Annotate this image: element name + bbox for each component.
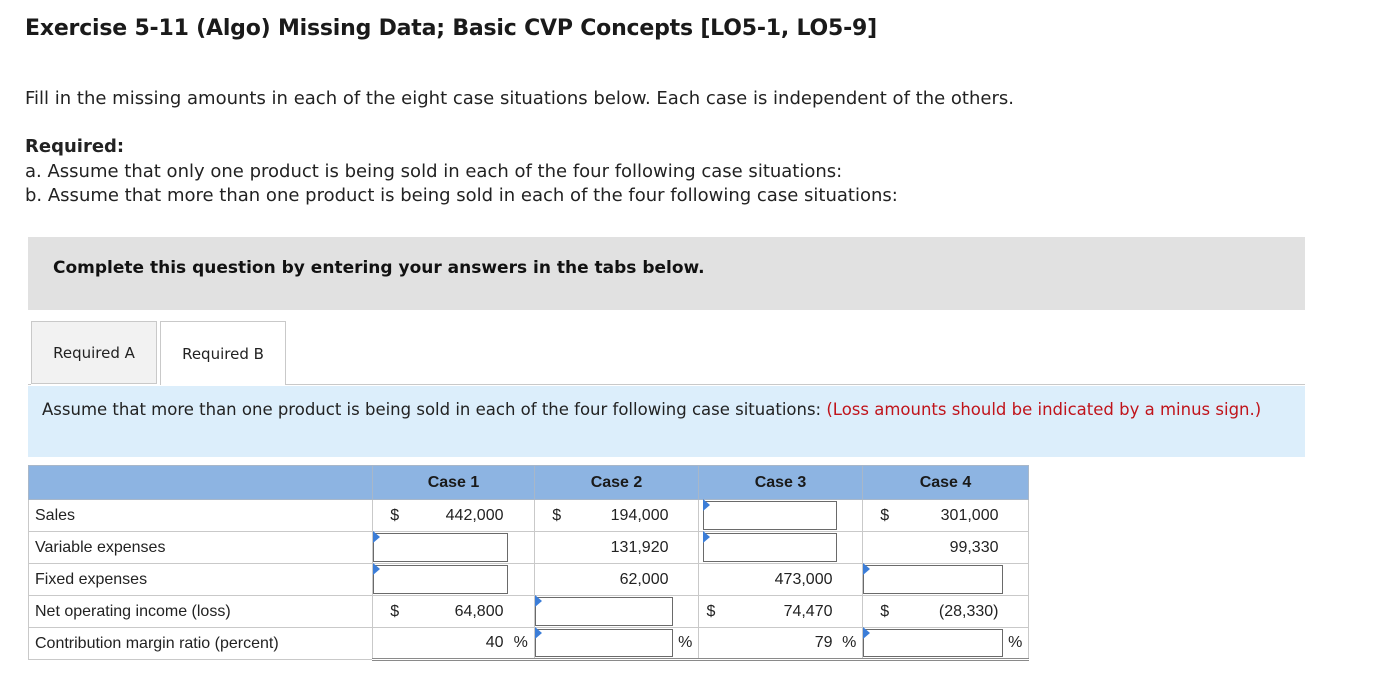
instruction-text: Assume that more than one product is being sold in each of the four following case situations: bbox=[42, 400, 822, 419]
cell-gap bbox=[673, 564, 699, 596]
tab-required-a[interactable]: Required A bbox=[31, 321, 157, 384]
case-4-variable-expenses: 99,330 bbox=[907, 532, 1003, 564]
case-3-net-operating-income: 74,470 bbox=[783, 603, 833, 620]
currency-symbol: $ bbox=[863, 596, 907, 628]
tab-required-b[interactable]: Required B bbox=[160, 321, 286, 385]
case-4-sales: 301,000 bbox=[907, 500, 1003, 532]
instructions-banner bbox=[28, 237, 1305, 310]
case-2-variable-expenses: 131,920 bbox=[579, 532, 673, 564]
table-row bbox=[29, 628, 1029, 660]
flag-icon bbox=[863, 627, 870, 639]
flag-icon bbox=[373, 563, 380, 575]
flag-icon bbox=[535, 627, 542, 639]
currency-symbol: $ bbox=[863, 500, 907, 532]
cell-gap bbox=[837, 532, 863, 564]
case-1-net-operating-income: 64,800 bbox=[417, 596, 508, 628]
cell-gap bbox=[373, 628, 417, 660]
table-row bbox=[29, 564, 1029, 596]
cell-gap bbox=[837, 500, 863, 532]
percent-sign: % bbox=[673, 628, 699, 660]
case-3-sales-input[interactable] bbox=[703, 500, 837, 532]
case-3-variable-expenses-input[interactable] bbox=[703, 532, 837, 564]
currency-symbol: $ bbox=[535, 500, 579, 532]
case-3-cm-ratio: 79 bbox=[703, 628, 837, 660]
cell-gap bbox=[508, 596, 535, 628]
case-4-cm-ratio-input[interactable] bbox=[863, 628, 1003, 660]
cell-gap bbox=[508, 500, 535, 532]
percent-sign: % bbox=[1003, 628, 1029, 660]
row-label: Net operating income (loss) bbox=[29, 596, 373, 628]
table-header-row bbox=[29, 466, 1029, 500]
case-1-sales: 442,000 bbox=[417, 500, 508, 532]
cell-gap bbox=[1003, 500, 1029, 532]
banner-text: Complete this question by entering your answers in the tabs below. bbox=[53, 258, 705, 278]
case-2-cm-ratio-input[interactable] bbox=[535, 628, 673, 660]
cvp-table bbox=[28, 465, 1029, 661]
flag-icon bbox=[703, 531, 710, 543]
case-1-variable-expenses-input[interactable] bbox=[373, 532, 508, 564]
case-1-fixed-expenses-input[interactable] bbox=[373, 564, 508, 596]
table-row bbox=[29, 532, 1029, 564]
case-3-fixed-expenses: 473,000 bbox=[703, 564, 837, 596]
table-row bbox=[29, 500, 1029, 532]
table-row bbox=[29, 596, 1029, 628]
required-heading: Required: bbox=[25, 136, 125, 157]
currency-symbol: $ bbox=[373, 500, 417, 532]
case-4-net-operating-income: (28,330) bbox=[907, 596, 1003, 628]
page-title: Exercise 5-11 (Algo) Missing Data; Basic CVP Concepts [LO5-1, LO5-9] bbox=[25, 16, 878, 41]
row-label: Variable expenses bbox=[29, 532, 373, 564]
header-case-1: Case 1 bbox=[373, 466, 535, 500]
instruction-box bbox=[28, 386, 1305, 457]
cell-gap bbox=[508, 532, 535, 564]
cell-gap bbox=[837, 596, 863, 628]
cell-gap bbox=[837, 564, 863, 596]
case-1-cm-ratio: 40 bbox=[417, 628, 508, 660]
currency-symbol: $ bbox=[373, 596, 417, 628]
case-4-fixed-expenses-input[interactable] bbox=[863, 564, 1003, 596]
currency-symbol: $ bbox=[706, 603, 716, 620]
row-label: Fixed expenses bbox=[29, 564, 373, 596]
cell-gap bbox=[508, 564, 535, 596]
cell-gap bbox=[1003, 532, 1029, 564]
required-b-text: b. Assume that more than one product is being sold in each of the four following case situations: bbox=[25, 185, 898, 206]
flag-icon bbox=[373, 531, 380, 543]
flag-icon bbox=[535, 595, 542, 607]
intro-text: Fill in the missing amounts in each of the eight case situations below. Each case is independent of the others. bbox=[25, 88, 1014, 109]
percent-sign: % bbox=[837, 628, 863, 660]
row-label: Contribution margin ratio (percent) bbox=[29, 628, 373, 660]
cell-gap bbox=[863, 532, 907, 564]
tab-divider-left bbox=[28, 384, 31, 385]
cell-gap bbox=[703, 596, 837, 628]
cell-gap bbox=[535, 564, 579, 596]
case-2-fixed-expenses: 62,000 bbox=[579, 564, 673, 596]
header-case-3: Case 3 bbox=[699, 466, 863, 500]
cell-gap bbox=[673, 596, 699, 628]
header-blank bbox=[29, 466, 373, 500]
case-2-net-operating-income-input[interactable] bbox=[535, 596, 673, 628]
flag-icon bbox=[863, 563, 870, 575]
cell-gap bbox=[1003, 564, 1029, 596]
instruction-note: (Loss amounts should be indicated by a minus sign.) bbox=[826, 400, 1262, 419]
required-a-text: a. Assume that only one product is being sold in each of the four following case situations: bbox=[25, 161, 843, 182]
cell-gap bbox=[535, 532, 579, 564]
tab-divider bbox=[286, 384, 1305, 385]
header-case-4: Case 4 bbox=[863, 466, 1029, 500]
percent-sign: % bbox=[508, 628, 535, 660]
flag-icon bbox=[703, 499, 710, 511]
case-2-sales: 194,000 bbox=[579, 500, 673, 532]
cell-gap bbox=[1003, 596, 1029, 628]
cell-gap bbox=[673, 500, 699, 532]
cell-gap bbox=[673, 532, 699, 564]
header-case-2: Case 2 bbox=[535, 466, 699, 500]
row-label: Sales bbox=[29, 500, 373, 532]
